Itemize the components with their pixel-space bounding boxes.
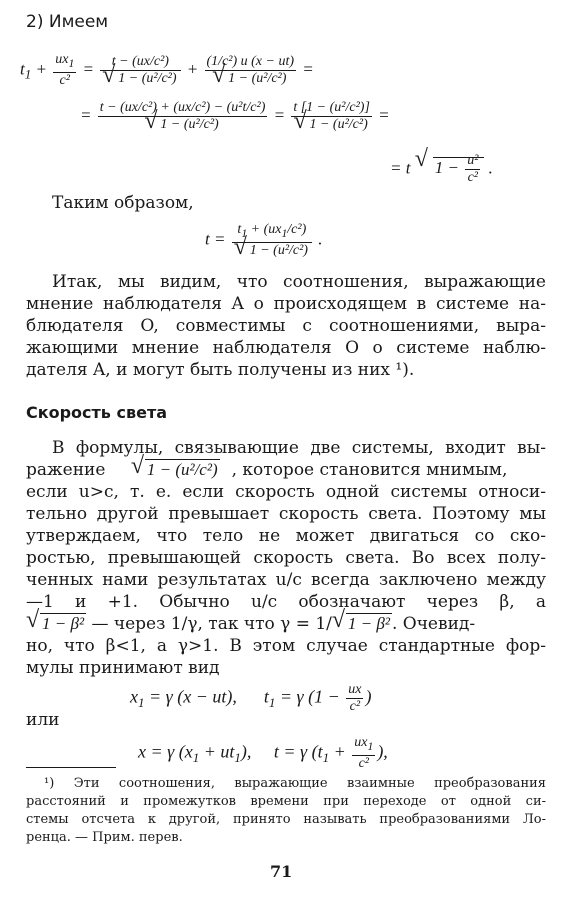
formula-x: x = γ $(x_1 + ut_1)$, t = γ ($t_1$ + $\frac{ux_1}{\text{c²}}$ ), bbox=[138, 735, 388, 771]
para2-line8: —1 и +1. Обычно u/c обозначают через β, а bbox=[26, 592, 546, 612]
para2-line4: тельно другой превышает скорость света. Поэтому мы bbox=[26, 504, 546, 524]
sqrt-beta: √ 1 − β² bbox=[26, 614, 86, 633]
para1-line3: блюдателя O, совместимы с соотношениями, выра- bbox=[26, 316, 546, 336]
para1-line2: мнение наблюдателя A о происходящем в системе на- bbox=[26, 294, 546, 314]
para2-line11: мулы принимают вид bbox=[26, 658, 220, 678]
para1-line5: дателя A, и могут быть получены из них ¹). bbox=[26, 360, 415, 380]
footnote-line1: ¹) Эти соотношения, выражающие взаимные преобразования bbox=[44, 776, 546, 791]
ili-text: или bbox=[26, 710, 60, 730]
footnote-line3: стемы отсчета к другой, принято называть преобразованиями Ло- bbox=[26, 812, 546, 827]
para2-line9-b: — через 1/γ, так что γ = 1/ bbox=[86, 614, 332, 634]
para2-line1: В формулы, связывающие две системы, входит вы- bbox=[52, 438, 546, 458]
section-heading: Скорость света bbox=[26, 403, 168, 422]
equation-t: t = $t_1 + (ux_1/c^2)$ √ 1 − (u²/c²) . bbox=[205, 222, 322, 259]
formula-x1: $x_1 = \gamma$ (x − ut), $t_1 = \gamma$ (1 − $\frac{ux}{\text{c²}}$ ) bbox=[130, 682, 372, 714]
para2-line5: утверждаем, что тело не может двигаться со ско- bbox=[26, 526, 546, 546]
footnote-rule bbox=[26, 767, 116, 768]
sqrt-beta-2: √ 1 − β² bbox=[332, 614, 392, 633]
para2-line10: но, что β<1, а γ>1. В этом случае стандартные фор- bbox=[26, 636, 546, 656]
footnote-line4: ренца. — Прим. перев. bbox=[26, 830, 183, 845]
para2-line2-a: ражение bbox=[26, 460, 106, 480]
page-number: 71 bbox=[270, 862, 293, 881]
para2-line9-c: . Очевид- bbox=[391, 614, 476, 634]
equation-t1-line1: $t_1$ + $\frac{ux_1}{\text{c²}}$ = t − (ux/c²) √ 1 − (u²/c²) + (1/c²) u (x − ut) √ 1 − (u²/c²) = bbox=[20, 52, 314, 89]
para2-line2-b: , которое становится мнимым, bbox=[231, 460, 508, 480]
para2-line6: ростью, превышающей скорость света. Во всех полу- bbox=[26, 548, 546, 568]
equation-t1-line2: = t − (ux/c²) + (ux/c²) − (u²t/c²) √ 1 − (u²/c²) = t [1 − (u²/c²)] √ 1 − (u²/c²) = bbox=[80, 100, 390, 133]
para2-line3: если u>c, т. е. если скорость одной системы относи- bbox=[26, 482, 546, 502]
intro-text: 2) Имеем bbox=[26, 12, 109, 32]
para1-line4: жающими мнение наблюдателя O о системе наблю- bbox=[26, 338, 546, 358]
equation-t1-line3: = t √ 1 − $\frac{\text{u²}}{\text{c²}}$ . bbox=[390, 153, 493, 186]
footnote-line2: расстояний и промежутков времени при переходе от одной си- bbox=[26, 794, 546, 809]
para2-line7: ченных нами результатах u/c всегда заключено между bbox=[26, 570, 546, 590]
sqrt-expression: √ 1 − (u²/c²) bbox=[131, 460, 220, 479]
takim-text: Таким образом, bbox=[52, 193, 194, 213]
para1-line1: Итак, мы видим, что соотношения, выражающие bbox=[52, 272, 546, 292]
para2-line2 bbox=[26, 460, 546, 480]
para2-line9 bbox=[26, 614, 546, 634]
